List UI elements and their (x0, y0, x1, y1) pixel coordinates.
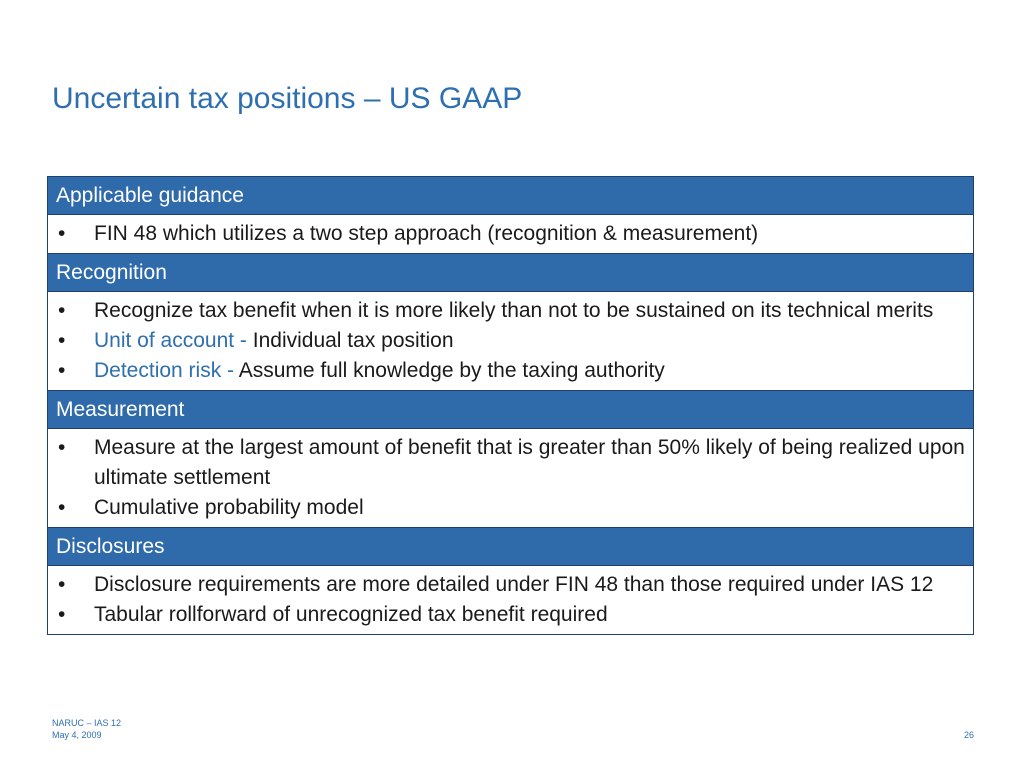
list-item (56, 600, 965, 630)
bullet-detail: Recognize tax benefit when it is more likely than not to be sustained on its technical merits (94, 299, 934, 322)
bullet-term: Detection risk - (94, 359, 239, 382)
slide-title: Uncertain tax positions – US GAAP (52, 82, 523, 115)
list-item (56, 296, 965, 326)
footer-source: NARUC – IAS 12 (52, 718, 122, 728)
bullet-term: Unit of account - (94, 329, 253, 352)
bullet-detail: Individual tax position (252, 329, 454, 352)
bullet-text (94, 326, 965, 356)
bullet-detail: Assume full knowledge by the taxing authority (238, 359, 665, 382)
list-item (56, 356, 965, 386)
page-number: 26 (963, 730, 974, 740)
bullet-text (94, 433, 965, 493)
bullet-text (94, 356, 965, 386)
list-item (56, 219, 965, 249)
guidance-table (47, 176, 974, 635)
section-body-applicable-guidance (48, 215, 973, 254)
list-item (56, 493, 965, 523)
section-body-disclosures (48, 566, 973, 634)
bullet-detail: Disclosure requirements are more detailed under FIN 48 than those required under IAS 12 (94, 573, 934, 596)
bullet-mark: • (58, 496, 66, 519)
bullet-detail: Cumulative probability model (94, 496, 364, 519)
bullet-mark: • (58, 222, 66, 245)
bullet-mark: • (58, 573, 66, 596)
section-header-recognition: Recognition (48, 254, 973, 292)
section-header-disclosures: Disclosures (48, 528, 973, 566)
bullet-detail: Tabular rollforward of unrecognized tax benefit required (94, 603, 608, 626)
bullet-mark: • (58, 329, 66, 352)
section-header-applicable-guidance: Applicable guidance (48, 177, 973, 215)
footer-date: May 4, 2009 (52, 730, 102, 740)
bullet-text (94, 296, 965, 326)
bullet-mark: • (58, 359, 66, 382)
bullet-detail: FIN 48 which utilizes a two step approach (recognition & measurement) (94, 222, 759, 245)
footer-info (52, 717, 121, 741)
section-body-recognition (48, 292, 973, 391)
bullet-text (94, 570, 965, 600)
bullet-mark: • (58, 603, 66, 626)
bullet-detail: Measure at the largest amount of benefit that is greater than 50% likely of being realized upon ultimate settlement (94, 436, 965, 489)
section-body-measurement (48, 429, 973, 528)
list-item (56, 326, 965, 356)
bullet-text (94, 600, 965, 630)
section-header-measurement: Measurement (48, 391, 973, 429)
bullet-text (94, 219, 965, 249)
bullet-mark: • (58, 299, 66, 322)
bullet-mark: • (58, 436, 66, 459)
bullet-text (94, 493, 965, 523)
list-item (56, 433, 965, 493)
list-item (56, 570, 965, 600)
